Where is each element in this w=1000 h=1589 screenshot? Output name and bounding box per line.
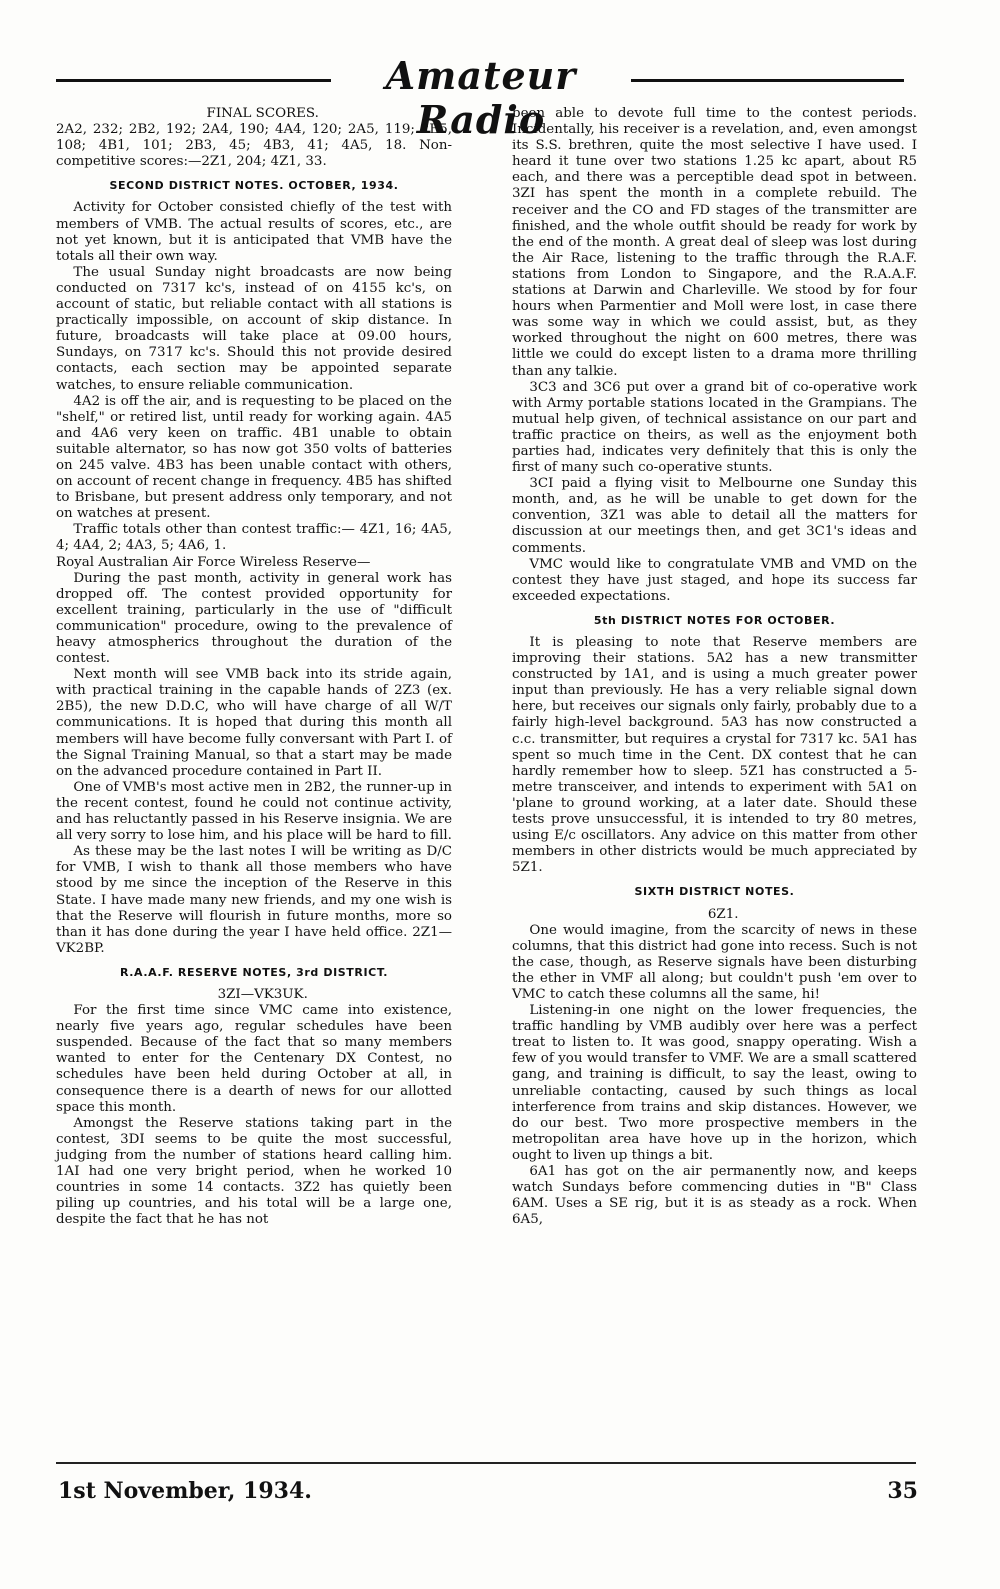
paragraph: been able to devote full time to the contest periods. Incidentally, his receiver is a revelation, and, even amongst its S.S. brethren, quite the most selective I have used. I heard it tune over two stations 1.25 kc apart, about R5 each, and there was a perceptible dead spot in between. 3ZI has spent the month in a complete rebuild. The receiver and the CO and FD stages of the transmitter are finished, and the whole outfit should be ready for work by the end of the month. A great deal of sleep was lost during the Air Race, listening to the traffic through the R.A.F. stations from London to Singapore, and the R.A.A.F. stations at Darwin and Charleville. We stood by for four hours when Parmentier and Moll were lost, in case there was some way in which we could assist, but, as they worked throughout the night on 600 metres, there was little we could do except listen to a drama more thrilling than any talkie.	[512, 106, 917, 379]
page-number: 35	[887, 1478, 918, 1504]
paragraph: Listening-in one night on the lower frequencies, the traffic handling by VMB audibly over here was a perfect treat to listen to. It was good, snappy operating. Wish a few of you would transfer to VMF. We are a small scattered gang, and training is difficult, to say the least, owing to unreliable contacting, caused by such things as local interference from trains and skip distances. However, we do our best. Two more prospective members in the metropolitan area have hove up in the horizon, which ought to liven up things a bit.	[512, 1003, 917, 1163]
paragraph: As these may be the last notes I will be writing as D/C for VMB, I wish to thank all those members who have stood by me since the inception of the Reserve in this State. I have made many new friends, and my one wish is that the Reserve will flourish in future months, more so than it has done during the year I have held office. 2Z1—VK2BP.	[56, 844, 452, 956]
paragraph: For the first time since VMC came into existence, nearly five years ago, regular schedules have been suspended. Because of the fact that so many members wanted to enter for the Centenary DX Contest, no schedules have been held during October at all, in consequence there is a dearth of news for our allotted space this month.	[56, 1003, 452, 1115]
raaf-reserve-callsign: 3ZI—VK3UK.	[217, 986, 308, 1002]
paragraph: Activity for October consisted chiefly of the test with members of VMB. The actual results of scores, etc., are not yet known, but it is anticipated that VMB have the totals all their own way.	[56, 200, 452, 264]
final-scores-text: 2A2, 232; 2B2, 192; 2A4, 190; 4A4, 120; 2A5, 119; 2B5, 108; 4B1, 101; 2B3, 45; 4B3, 41; 4A5, 18. Non-competitive scores:—2Z1, 204; 4Z1, 33.	[56, 122, 452, 170]
paragraph: 3CI paid a flying visit to Melbourne one Sunday this month, and, as he will be unable to get down for the convention, 3Z1 was able to detail all the matters for discussion at our meetings then, and get 3C1's ideas and comments.	[512, 476, 917, 556]
paragraph: VMC would like to congratulate VMB and VMD on the contest they have just staged, and hope its success far exceeded expectations.	[512, 556, 917, 604]
paragraph: 6A1 has got on the air permanently now, and keeps watch Sundays before commencing duties in "B" Class 6AM. Uses a SE rig, but it is as steady as a rock. When 6A5,	[512, 1164, 917, 1228]
paragraph: One would imagine, from the scarcity of news in these columns, that this district had gone into recess. Such is not the case, though, as Reserve signals have been disturbing the ether in VMF all along; but couldn't push 'em over to VMC to catch these columns all the same, hi!	[512, 922, 917, 1002]
issue-date: 1st November, 1934.	[58, 1478, 312, 1504]
raaf-reserve-heading: R.A.A.F. RESERVE NOTES, 3rd DISTRICT.	[119, 965, 389, 979]
paragraph: Royal Australian Air Force Wireless Reserve—	[56, 554, 371, 570]
paragraph: Next month will see VMB back into its stride again, with practical training in the capable hands of 2Z3 (ex. 2B5), the new D.D.C, who will have charge of all W/T communications. It is hoped that during this month all members will have become fully conversant with Part I. of the Signal Training Manual, so that a start may be made on the advanced procedure contained in Part II.	[56, 667, 452, 779]
paragraph: 3C3 and 3C6 put over a grand bit of co-operative work with Army portable stations located in the Grampians. The mutual help given, of technical assistance on our part and traffic practice on theirs, as well as the enjoyment both parties had, indicates very definitely that this is only the first of many such co-operative stunts.	[512, 379, 917, 476]
right-column	[512, 106, 917, 1228]
paragraph: It is pleasing to note that Reserve members are improving their stations. 5A2 has a new transmitter constructed by 1A1, and is using a much greater power input than previously. He has a very reliable signal down here, but receives our signals only fairly, probably due to a fairly high-level background. 5A3 has now constructed a c.c. transmitter, but requires a crystal for 7317 kc. 5A1 has spent so much time in the Cent. DX contest that he can hardly remember how to sleep. 5Z1 has constructed a 5-metre transceiver, and intends to experiment with 5A1 on 'plane to ground working, at a later date. Should these tests prove unsuccessful, it is intended to try 80 metres, using E/c oscillators. Any advice on this matter from other members in other districts would be much appreciated by 5Z1.	[512, 635, 917, 876]
paragraph: 4A2 is off the air, and is requesting to be placed on the "shelf," or retired list, until ready for working again. 4A5 and 4A6 very keen on traffic. 4B1 unable to obtain suitable alternator, so has now got 350 volts of batteries on 245 valve. 4B3 has been unable contact with others, on account of recent change in frequency. 4B5 has shifted to Brisbane, but present address only temporary, and not on watches at present.	[56, 393, 452, 522]
masthead-rule-left	[56, 79, 331, 82]
masthead-rule-right	[631, 79, 904, 82]
footer-rule	[56, 1462, 916, 1464]
paragraph: One of VMB's most active men in 2B2, the runner-up in the recent contest, found he could not continue activity, and has reluctantly passed in his Reserve insignia. We are all very sorry to lose him, and his place will be hard to fill.	[56, 779, 452, 844]
final-scores-heading: FINAL SCORES.	[206, 106, 319, 121]
fifth-district-heading: 5th DISTRICT NOTES FOR OCTOBER.	[593, 613, 836, 627]
sixth-district-heading: SIXTH DISTRICT NOTES.	[634, 885, 795, 899]
paragraph: Amongst the Reserve stations taking part in the contest, 3DI seems to be quite the most successful, judging from the number of stations heard calling him. 1AI had one very bright period, when he worked 10 countries in some 14 contacts. 3Z2 has quietly been piling up countries, and his total will be a large one, despite the fact that he has not	[56, 1115, 452, 1228]
paragraph: The usual Sunday night broadcasts are now being conducted on 7317 kc's, instead of on 4155 kc's, on account of static, but reliable contact with all stations is practically impossible, on account of skip distance. In future, broadcasts will take place at 09.00 hours, Sundays, on 7317 kc's. Should this not provide desired contacts, each section may be appointed separate watches, to ensure reliable communication.	[56, 264, 452, 393]
second-district-heading: SECOND DISTRICT NOTES. OCTOBER, 1934.	[109, 179, 399, 193]
left-column	[56, 106, 452, 1228]
magazine-title: Amateur Radio	[385, 53, 577, 142]
paragraph: During the past month, activity in general work has dropped off. The contest provided opportunity for excellent training, particularly in the use of "difficult communication" procedure, owing to the prevalence of heavy atmospherics throughout the duration of the contest.	[56, 570, 452, 667]
sixth-district-callsign: 6Z1.	[707, 906, 739, 922]
paragraph: Traffic totals other than contest traffic:— 4Z1, 16; 4A5, 4; 4A4, 2; 4A3, 5; 4A6, 1.	[56, 522, 452, 554]
